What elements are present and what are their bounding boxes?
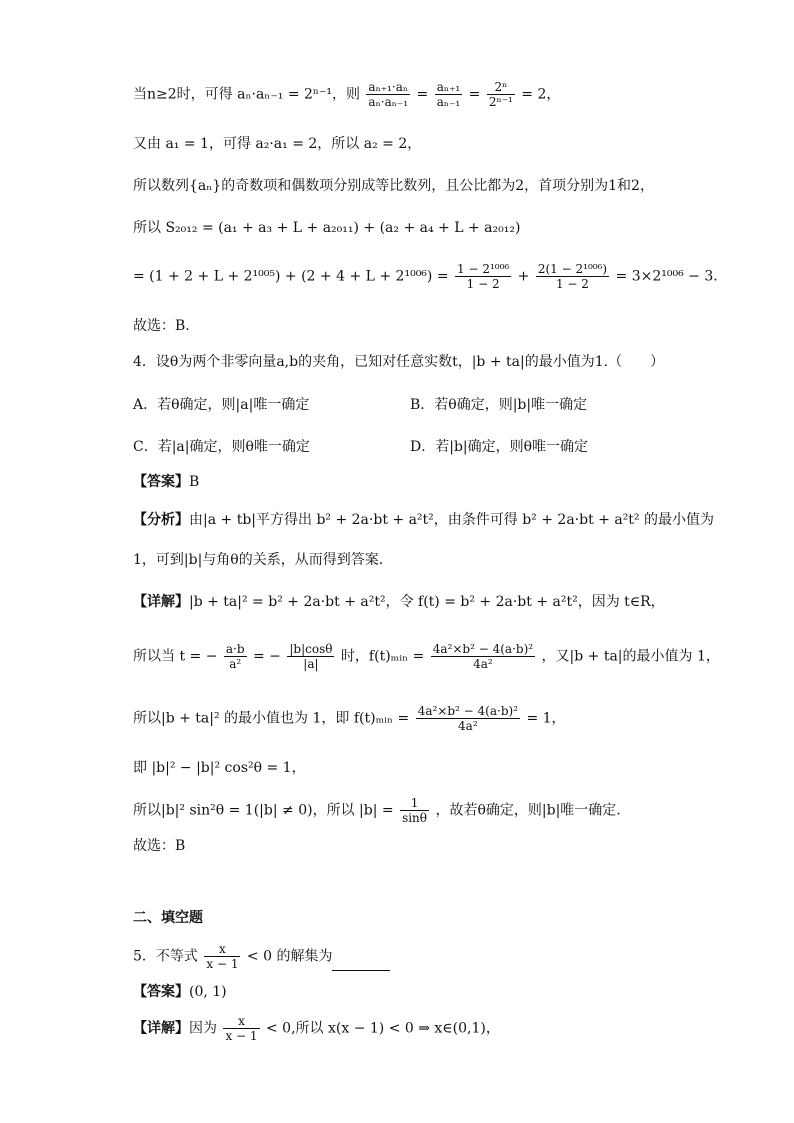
option-a: A．若θ确定，则|a|唯一确定 [133,397,310,413]
fraction: $\frac{1}{\sin\theta}$ [402,796,428,825]
detail-4: 即 |b|² − |b|² cos²θ = 1， [133,760,306,776]
fraction: $\frac{|b|\cos\theta}{|a|}$ [289,642,333,671]
detail-5-solution: 【详解】因为 $\frac{x}{x - 1}$ < 0,所以 x(x − 1) < 0 ⇒ x∈(0,1)， [133,1014,500,1043]
fraction: $\frac{\text{aₙ₊₁·aₙ}}{\text{aₙ·aₙ₋₁}}$ [368,80,409,109]
option-d: D．若|b|确定，则θ唯一确定 [410,439,589,455]
answer-blank [332,956,390,971]
detail-3: 所以|b + ta|² 的最小值也为 1，即 f(t)ₘᵢₙ = $\frac{\text{4a²×b² − 4(a·b)²}}{\text{4a²}}$ = 1， [133,704,566,733]
line-3: 所以数列{aₙ}的奇数项和偶数项分别成等比数列，且公比都为2，首项分别为1和2， [133,178,654,194]
answer-5: 【答案】(0, 1) [133,984,227,1000]
fraction: $\frac{a\cdot b}{\text{a²}}$ [225,642,245,671]
detail-1: 【详解】|b + ta|² = b² + 2a·bt + a²t²，令 f(t) = b² + 2a·bt + a²t²，因为 t∈R， [133,594,665,610]
line-1-text: 当n≥2时，可得 aₙ·aₙ₋₁ = 2ⁿ⁻¹，则 [133,86,360,103]
option-b: B．若θ确定，则|b|唯一确定 [410,397,588,413]
analysis-2: 1，可到|b|与角θ的关系，从而得到答案. [133,552,384,568]
question-5: 5．不等式 $\frac{x}{x - 1}$ < 0 的解集为 [133,942,390,971]
fraction: $\frac{\text{4a²×b² − 4(a·b)²}}{\text{4a²}}$ [417,704,518,733]
fraction: $\frac{\text{1 − 2¹⁰⁰⁶}}{1 - 2}$ [457,262,510,291]
fraction: $\frac{\text{4a²×b² − 4(a·b)²}}{\text{4a²}}$ [432,642,534,671]
fraction: $\frac{\text{aₙ₊₁}}{\text{aₙ₋₁}}$ [436,80,461,109]
line-2: 又由 a₁ = 1，可得 a₂·a₁ = 2，所以 a₂ = 2， [133,136,422,152]
line-5: = (1 + 2 + L + 2¹⁰⁰⁵) + (2 + 4 + L + 2¹⁰⁰⁶) = $\frac{\text{1 − 2¹⁰⁰⁶}}{1 - 2}$ + $\frac{\text{2(1 − 2¹⁰⁰⁶)}}{1 - 2}$ = 3×2¹⁰⁰⁶ − 3. [133,262,718,291]
fraction: $\frac{x}{x - 1}$ [206,942,239,971]
line-1: 当n≥2时，可得 aₙ·aₙ₋₁ = 2ⁿ⁻¹，则 $\frac{\text{aₙ₊₁·aₙ}}{\text{aₙ·aₙ₋₁}}$ = $\frac{\text{aₙ₊₁}}{\text{aₙ₋₁}}$ = $\frac{\text{2ⁿ}}{\text{2ⁿ⁻¹}}$ = 2， [133,80,561,109]
fraction: $\frac{\text{2(1 − 2¹⁰⁰⁶)}}{1 - 2}$ [537,262,608,291]
detail-2: 所以当 t = − $\frac{a\cdot b}{\text{a²}}$ = − $\frac{|b|\cos\theta}{|a|}$ 时，f(t)ₘᵢₙ = $\frac{\text{4a²×b² − 4(a·b)²}}{\text{4a²}}$ ，又|b + ta|的最小值为 1， [133,642,720,671]
section-heading: 二、填空题 [133,910,203,926]
analysis-1: 【分析】由|a + tb|平方得出 b² + 2a·bt + a²t²，由条件可得 b² + 2a·bt + a²t² 的最小值为 [133,512,714,528]
fraction: $\frac{\text{2ⁿ}}{\text{2ⁿ⁻¹}}$ [488,80,513,109]
option-c: C．若|a|确定，则θ唯一确定 [133,439,310,455]
line-1-tail: = 2， [521,86,561,103]
detail-6: 故选：B [133,838,186,854]
line-6: 故选：B. [133,318,190,334]
line-4: 所以 S₂₀₁₂ = (a₁ + a₃ + L + a₂₀₁₁) + (a₂ + a₄ + L + a₂₀₁₂) [133,220,521,236]
question-4: 4．设θ为两个非零向量a,b的夹角，已知对任意实数t，|b + ta|的最小值为1.（ ） [133,354,665,370]
fraction: $\frac{x}{x - 1}$ [225,1014,258,1043]
answer-4: 【答案】B [133,474,200,490]
detail-5: 所以|b|² sin²θ = 1(|b| ≠ 0)，所以 |b| = $\frac{1}{\sin\theta}$ ，故若θ确定，则|b|唯一确定. [133,796,621,825]
